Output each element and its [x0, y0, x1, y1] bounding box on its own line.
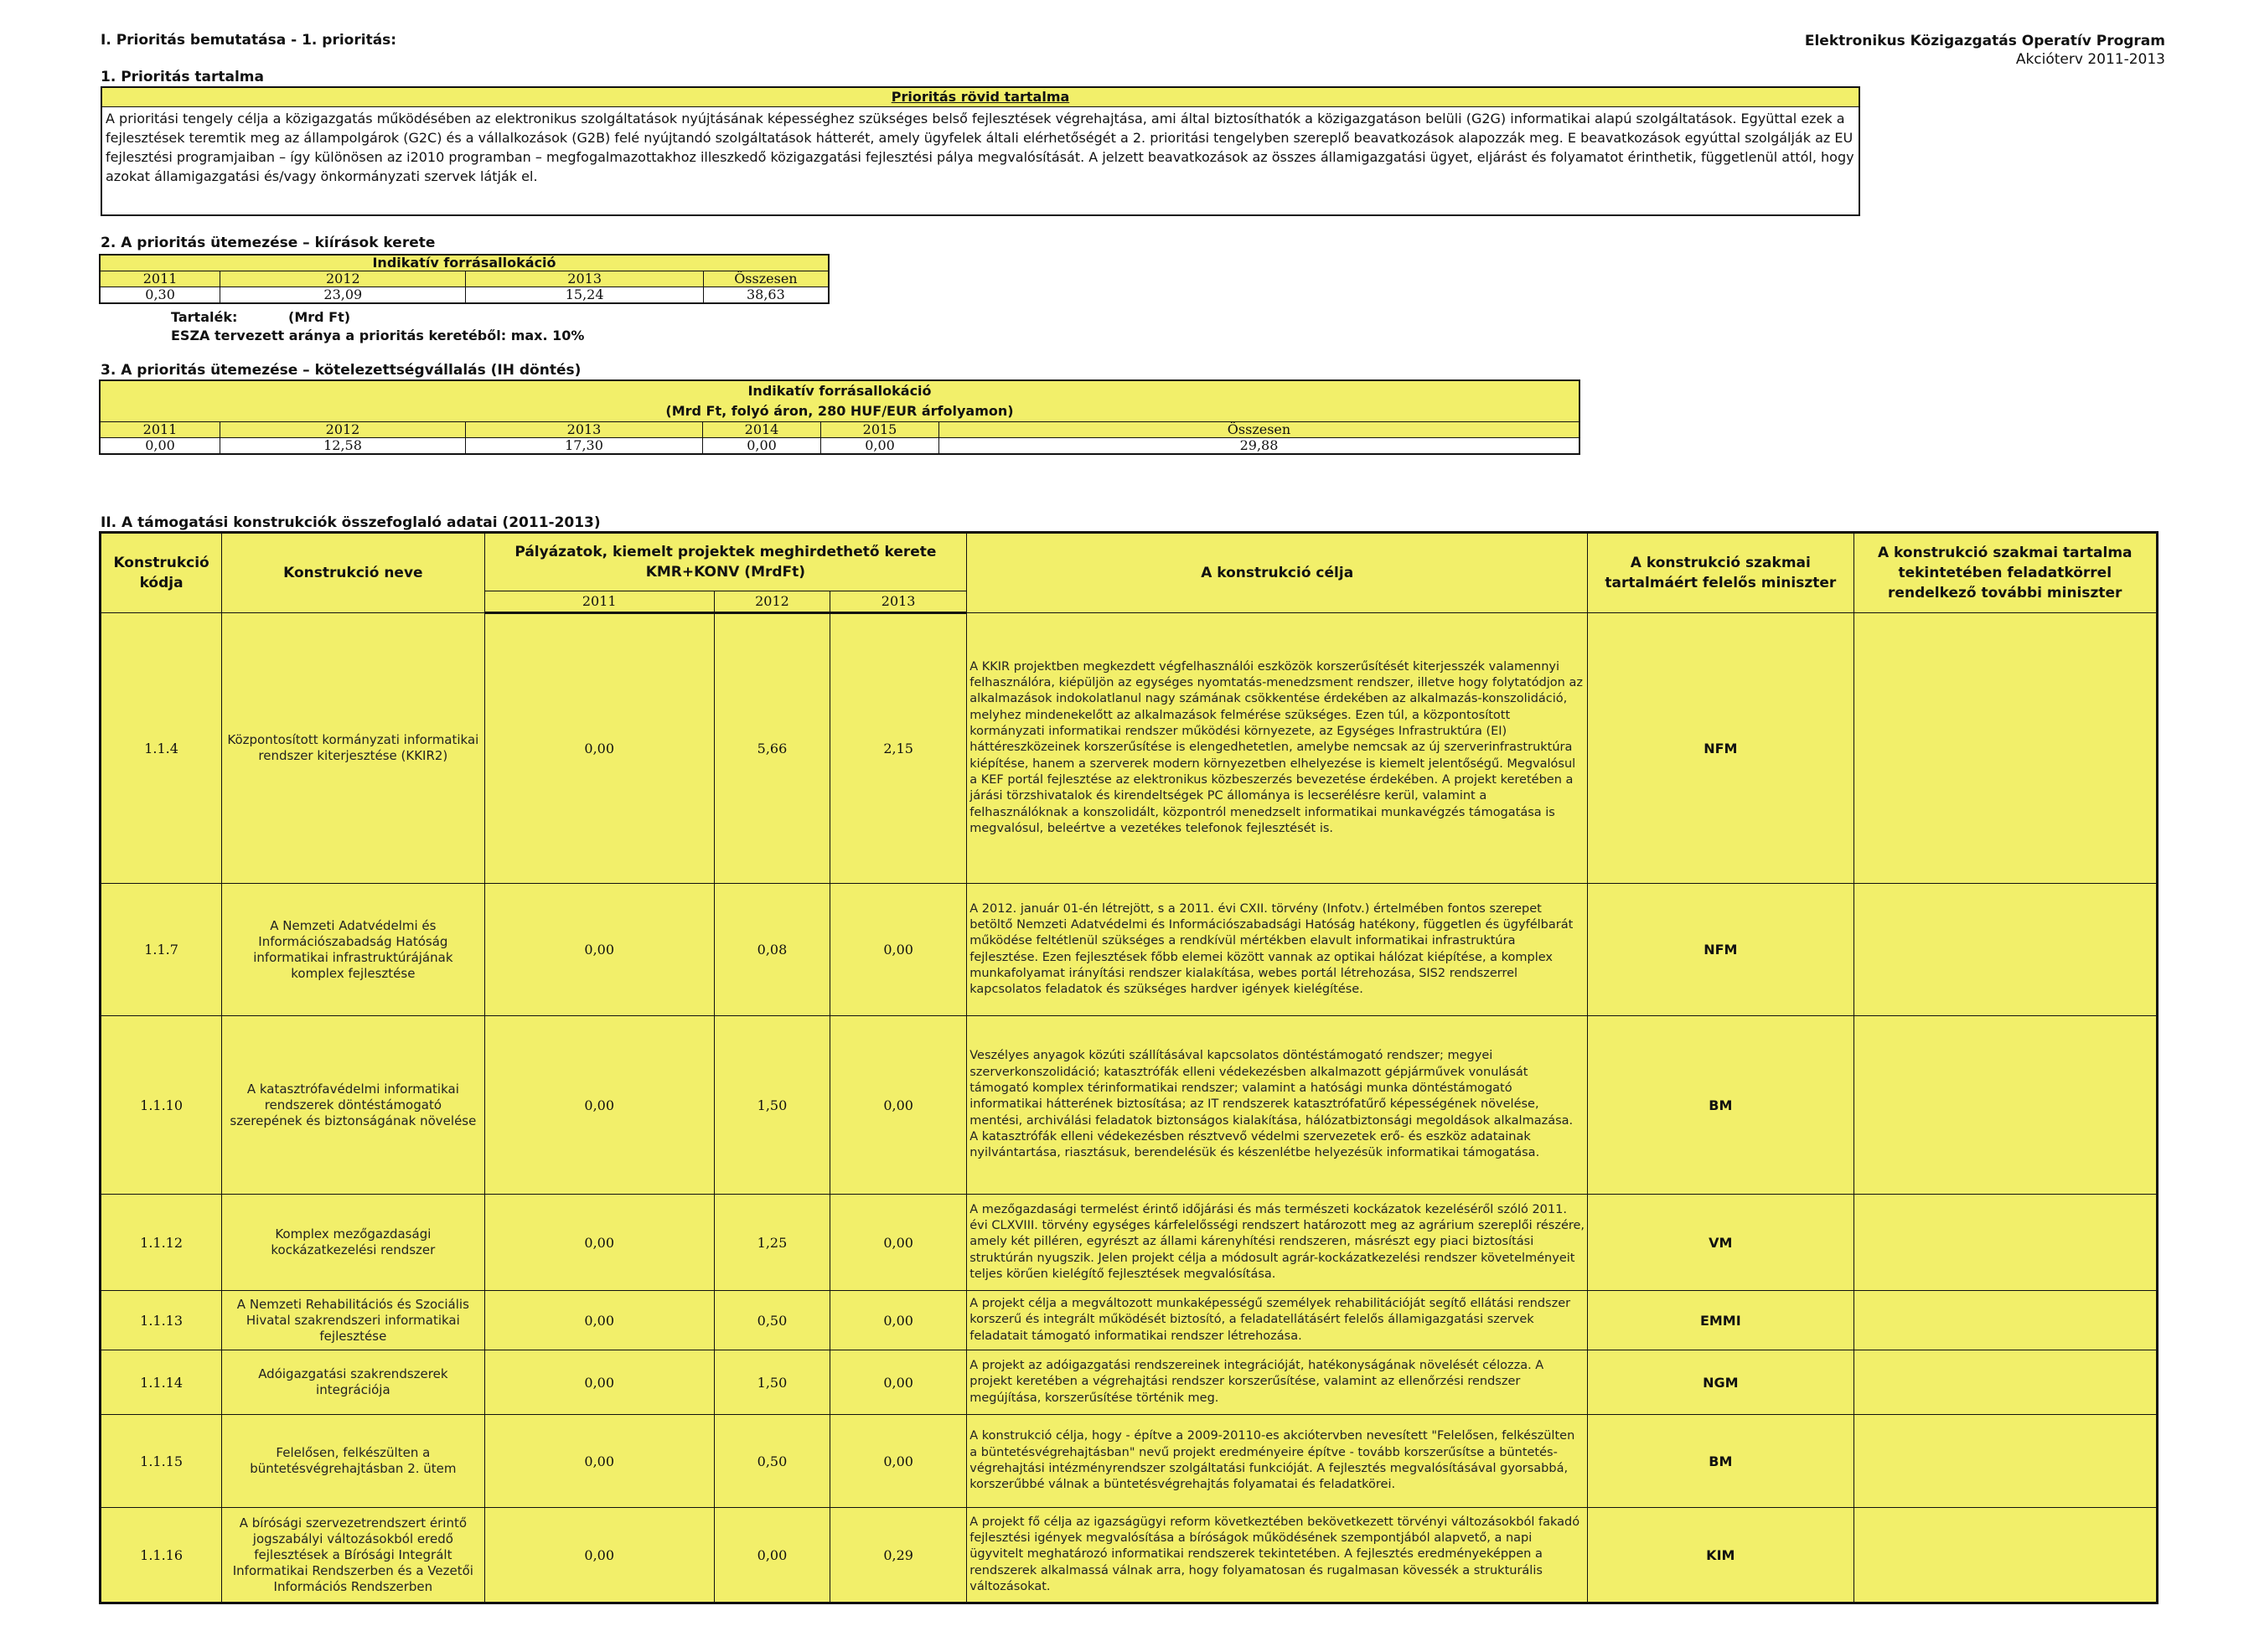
header-year-2011: 2011 [484, 591, 714, 613]
page-title: I. Prioritás bemutatása - 1. prioritás: [101, 32, 397, 49]
table-row [101, 1195, 2158, 1291]
allocation-value: 15,24 [466, 287, 703, 304]
construction-code: 1.1.14 [101, 1350, 222, 1415]
allocation-value: 0,30 [100, 287, 220, 304]
table-row [101, 1291, 2158, 1350]
other-minister [1853, 1291, 2158, 1350]
budget-2012: 0,50 [714, 1415, 830, 1508]
construction-name: A Nemzeti Rehabilitációs és Szociális Hivatal szakrendszeri informatikai fejlesztése [222, 1291, 484, 1350]
program-header [1805, 32, 2165, 69]
budget-2012: 0,00 [714, 1508, 830, 1603]
year-header: 2011 [100, 271, 220, 287]
construction-goal: A projekt az adóigazgatási rendszereinek integrációját, hatékonyságának növelését célozza. A projekt keretében a végrehajtási rendszer korszerűsítése, valamint az ellenőrzési rendszer megújítása, korszerűsítése történik meg. [967, 1350, 1588, 1415]
budget-2011: 0,00 [484, 1291, 714, 1350]
header-budget: Pályázatok, kiemelt projektek meghirdethető kerete KMR+KONV (MrdFt) [484, 533, 967, 591]
header-minister: A konstrukció szakmai tartalmáért felelős miniszter [1588, 533, 1853, 613]
header-other-minister: A konstrukció szakmai tartalma tekintetében feladatkörrel rendelkező további miniszter [1853, 533, 2158, 613]
commitment-title-line: Indikatív forrásallokáció [747, 383, 932, 399]
header-year-2012: 2012 [714, 591, 830, 613]
table-row [101, 1508, 2158, 1603]
year-header: 2012 [220, 422, 466, 438]
budget-2013: 0,00 [830, 1350, 967, 1415]
budget-2013: 0,00 [830, 884, 967, 1016]
commitment-value: 0,00 [703, 438, 821, 455]
construction-goal: A mezőgazdasági termelést érintő időjárási és más természeti kockázatok kezeléséről szóló 2011. évi CLXVIII. törvény egységes kárfelelősségi rendszert határozott meg az agrárium szereplői részére, amely két pilléren, egyrészt az állami kárenyhítési rendszeren, másrészt egy piaci biztosítási struktúrán nyugszik. Jelen projekt célja a módosult agrár-kockázatkezelési rendszer követelményeit teljes körűen kielégítő fejlesztések megvalósítása. [967, 1195, 1588, 1291]
budget-2013: 0,00 [830, 1415, 967, 1508]
allocation-table [99, 254, 830, 304]
priority-box-title: Prioritás rövid tartalma [102, 88, 1859, 107]
budget-2012: 5,66 [714, 613, 830, 884]
responsible-minister: NFM [1588, 884, 1853, 1016]
section1-title: 1. Prioritás tartalma [101, 69, 264, 85]
construction-name: A bírósági szervezetrendszert érintő jogszabályi változásokból eredő fejlesztések a Bírósági Integrált Informatikai Rendszerben és a Vezetői Információs Rendszerben [222, 1508, 484, 1603]
construction-code: 1.1.16 [101, 1508, 222, 1603]
construction-code: 1.1.4 [101, 613, 222, 884]
other-minister [1853, 1016, 2158, 1195]
commitment-table [99, 379, 1580, 455]
header-code: Konstrukció kódja [101, 533, 222, 613]
budget-2011: 0,00 [484, 1350, 714, 1415]
budget-2013: 0,00 [830, 1291, 967, 1350]
table-row [101, 1016, 2158, 1195]
other-minister [1853, 1195, 2158, 1291]
action-plan-label: Akcióterv 2011-2013 [2015, 51, 2165, 68]
responsible-minister: BM [1588, 1016, 1853, 1195]
section3-title: 3. A prioritás ütemezése – kötelezettségvállalás (IH döntés) [101, 362, 582, 379]
construction-goal: A konstrukció célja, hogy - építve a 2009-20110-es akciótervben nevesített "Felelősen, felkészülten a büntetésvégrehajtásban" nevű projekt eredményeire építve - tovább korszerűsítse a büntetés-végrehajtási intézményrendszer szolgáltatási funkcióját. A fejlesztés megvalósításával gyorsabbá, korszerűbbé válnak a büntetésvégrehajtás folyamatai és feladatkörei. [967, 1415, 1588, 1508]
allocation-value: 23,09 [220, 287, 466, 304]
allocation-table-title: Indikatív forrásallokáció [100, 255, 829, 271]
budget-2011: 0,00 [484, 1195, 714, 1291]
commitment-table-title [100, 380, 1579, 422]
constructions-table [99, 531, 2159, 1604]
budget-2011: 0,00 [484, 1415, 714, 1508]
year-header: 2015 [821, 422, 939, 438]
construction-name: Központosított kormányzati informatikai rendszer kiterjesztése (KKIR2) [222, 613, 484, 884]
priority-content-box [101, 86, 1860, 216]
table-row [101, 1415, 2158, 1508]
other-minister [1853, 884, 2158, 1016]
year-header: 2012 [220, 271, 466, 287]
budget-2012: 1,50 [714, 1350, 830, 1415]
responsible-minister: NGM [1588, 1350, 1853, 1415]
commitment-value: 0,00 [821, 438, 939, 455]
construction-goal: A projekt fő célja az igazságügyi reform következtében bekövetkezett törvényi változásokból fakadó fejlesztési igények megvalósítása a bíróságok működésének szempontjából alapvető, a napi ügyvitelt meghatározó informatikai rendszerek tekintetében. A fejlesztés eredményeképpen a rendszerek alkalmassá válnak arra, hogy folyamatosan és rugalmasan kövessék a strukturális változásokat. [967, 1508, 1588, 1603]
commitment-value: 17,30 [466, 438, 703, 455]
program-name: Elektronikus Közigazgatás Operatív Program [1804, 33, 2165, 49]
total-header: Összesen [703, 271, 829, 287]
other-minister [1853, 1350, 2158, 1415]
construction-code: 1.1.7 [101, 884, 222, 1016]
header-year-2013: 2013 [830, 591, 967, 613]
budget-2011: 0,00 [484, 1508, 714, 1603]
year-header: 2011 [100, 422, 220, 438]
other-minister [1853, 613, 2158, 884]
construction-goal: A 2012. január 01-én létrejött, s a 2011. évi CXII. törvény (Infotv.) értelmében fontos szerepet betöltő Nemzeti Adatvédelmi és Információszabadsági Hatóság hatékony, független és ügyfélbarát működése feltétlenül szükséges a rendkívül mértékben elavult informatikai infrastruktúra fejlesztése. Ezen fejlesztések főbb elemei között vannak az optikai hálózat kiépítése, a komplex munkafolyamat irányítási rendszer kialakítása, webes portál létrehozása, SIS2 rendszerrel kapcsolatos feladatok és szükséges hardver igények kielégítése. [967, 884, 1588, 1016]
construction-name: Adóigazgatási szakrendszerek integrációja [222, 1350, 484, 1415]
section-ii-title: II. A támogatási konstrukciók összefoglaló adatai (2011-2013) [101, 514, 601, 531]
reserve-label: Tartalék: [171, 309, 238, 325]
construction-code: 1.1.10 [101, 1016, 222, 1195]
responsible-minister: BM [1588, 1415, 1853, 1508]
construction-goal: A projekt célja a megváltozott munkaképességű személyek rehabilitációját segítő ellátási rendszer korszerű és integrált működését biztosító, a feladatellátásért felelős államigazgatási szervek feladatait támogató informatikai rendszer létrehozása. [967, 1291, 1588, 1350]
construction-goal: A KKIR projektben megkezdett végfelhasználói eszközök korszerűsítését kiterjesszék valamennyi felhasználóra, kiépüljön az egységes nyomtatás-menedzsment rendszer, illetve hogy folytatódjon az alkalmazások indokolatlanul nagy számának csökkentése érdekében az alkalmazás-konszolidáció, melyhez mindenekelőtt az alkalmazások felmérése szükséges. Ezen túl, a központosított kormányzati informatikai rendszer működési környezete, az Egységes Infrastruktúra (EI) háttéreszközeinek korszerűsítése is elengedhetetlen, amelybe nemcsak az új szerverinfrastruktúra kiépítése, hanem a szerverek modern környezetben elhelyezése is kiemelt jelentőségű. Megvalósul a KEF portál fejlesztése az elektronikus közbeszerzés bevezetése érdekében. A projekt keretében a járási törzshivatalok és kirendeltségek PC állománya is lecserélésre kerül, valamint a felhasználóknak a konszolidált, központról menedzselt informatikai munkavégzés támogatása is megvalósul, beleértve a vezetékes telefonok fejlesztését is. [967, 613, 1588, 884]
construction-code: 1.1.15 [101, 1415, 222, 1508]
priority-description: A prioritási tengely célja a közigazgatás működésében az elektronikus szolgáltatások nyújtásának képességhez szükséges belső fejlesztések végrehajtása, ami által biztosíthatók a közigazgatáson belüli (G2G) informatikai alapú szolgáltatások. Együttal ezek a fejlesztések teremtik meg az állampolgárok (G2C) és a vállalkozások (G2B) felé nyújtandó szolgáltatások hátterét, amely ügyfelek általi elérhetőségét a 2. prioritási tengelyben szereplő beavatkozások alapozzák meg. E beavatkozások egyúttal szolgálják az EU fejlesztési programjaiban – így különösen az i2010 programban – megfogalmazottakhoz illeszkedő közigazgatási fejlesztési pálya megvalósítását. A jelzett beavatkozások az összes államigazgatási ügyet, eljárást és folyamatot érinthetik, függetlenül attól, hogy azokat államigazgatási és/vagy önkormányzati szervek látják el. [106, 111, 1854, 184]
construction-name: A katasztrófavédelmi informatikai rendszerek döntéstámogató szerepének és biztonságának növelése [222, 1016, 484, 1195]
allocation-total: 38,63 [703, 287, 829, 304]
budget-2012: 1,25 [714, 1195, 830, 1291]
commitment-value: 12,58 [220, 438, 466, 455]
construction-name: Komplex mezőgazdasági kockázatkezelési rendszer [222, 1195, 484, 1291]
table-row [101, 1350, 2158, 1415]
budget-2012: 0,50 [714, 1291, 830, 1350]
responsible-minister: VM [1588, 1195, 1853, 1291]
section2-title: 2. A prioritás ütemezése – kiírások kerete [101, 235, 436, 251]
construction-goal: Veszélyes anyagok közúti szállításával kapcsolatos döntéstámogató rendszer; megyei szerverkonszolidáció; katasztrófák elleni védekezésben alkalmazott gépjárművek vonulását támogató komplex térinformatikai rendszer; valamint a hatósági munka döntéstámogató informatikai hátterének biztosítása; az IT rendszerek katasztrófatűrő képességének növelése, mentési, archiválási feladatok biztonságos kialakítása, hálózatbiztonsági megoldások alkalmazása. A katasztrófák elleni védekezésben résztvevő védelmi szervezetek erő- és eszköz adatainak nyilvántartása, riasztásuk, berendelésük és készenlétbe helyezésük informatikai támogatása. [967, 1016, 1588, 1195]
year-header: 2013 [466, 271, 703, 287]
total-header: Összesen [939, 422, 1580, 438]
construction-name: Felelősen, felkészülten a büntetésvégrehajtásban 2. ütem [222, 1415, 484, 1508]
responsible-minister: EMMI [1588, 1291, 1853, 1350]
other-minister [1853, 1415, 2158, 1508]
commitment-value: 0,00 [100, 438, 220, 455]
commitment-subtitle-line: (Mrd Ft, folyó áron, 280 HUF/EUR árfolyamon) [665, 403, 1014, 419]
budget-2013: 0,00 [830, 1195, 967, 1291]
budget-2011: 0,00 [484, 1016, 714, 1195]
budget-2013: 0,29 [830, 1508, 967, 1603]
responsible-minister: NFM [1588, 613, 1853, 884]
esza-note: ESZA tervezett aránya a prioritás keretéből: max. 10% [171, 328, 585, 343]
table-row [101, 613, 2158, 884]
budget-2012: 0,08 [714, 884, 830, 1016]
budget-2011: 0,00 [484, 613, 714, 884]
construction-code: 1.1.12 [101, 1195, 222, 1291]
year-header: 2014 [703, 422, 821, 438]
budget-2013: 2,15 [830, 613, 967, 884]
construction-name: A Nemzeti Adatvédelmi és Információszabadság Hatóság informatikai infrastruktúrájának komplex fejlesztése [222, 884, 484, 1016]
unit-label: (Mrd Ft) [288, 309, 351, 325]
budget-2012: 1,50 [714, 1016, 830, 1195]
construction-code: 1.1.13 [101, 1291, 222, 1350]
other-minister [1853, 1508, 2158, 1603]
year-header: 2013 [466, 422, 703, 438]
responsible-minister: KIM [1588, 1508, 1853, 1603]
budget-2011: 0,00 [484, 884, 714, 1016]
budget-2013: 0,00 [830, 1016, 967, 1195]
table-row [101, 884, 2158, 1016]
header-goal: A konstrukció célja [967, 533, 1588, 613]
header-name: Konstrukció neve [222, 533, 484, 613]
commitment-total: 29,88 [939, 438, 1580, 455]
